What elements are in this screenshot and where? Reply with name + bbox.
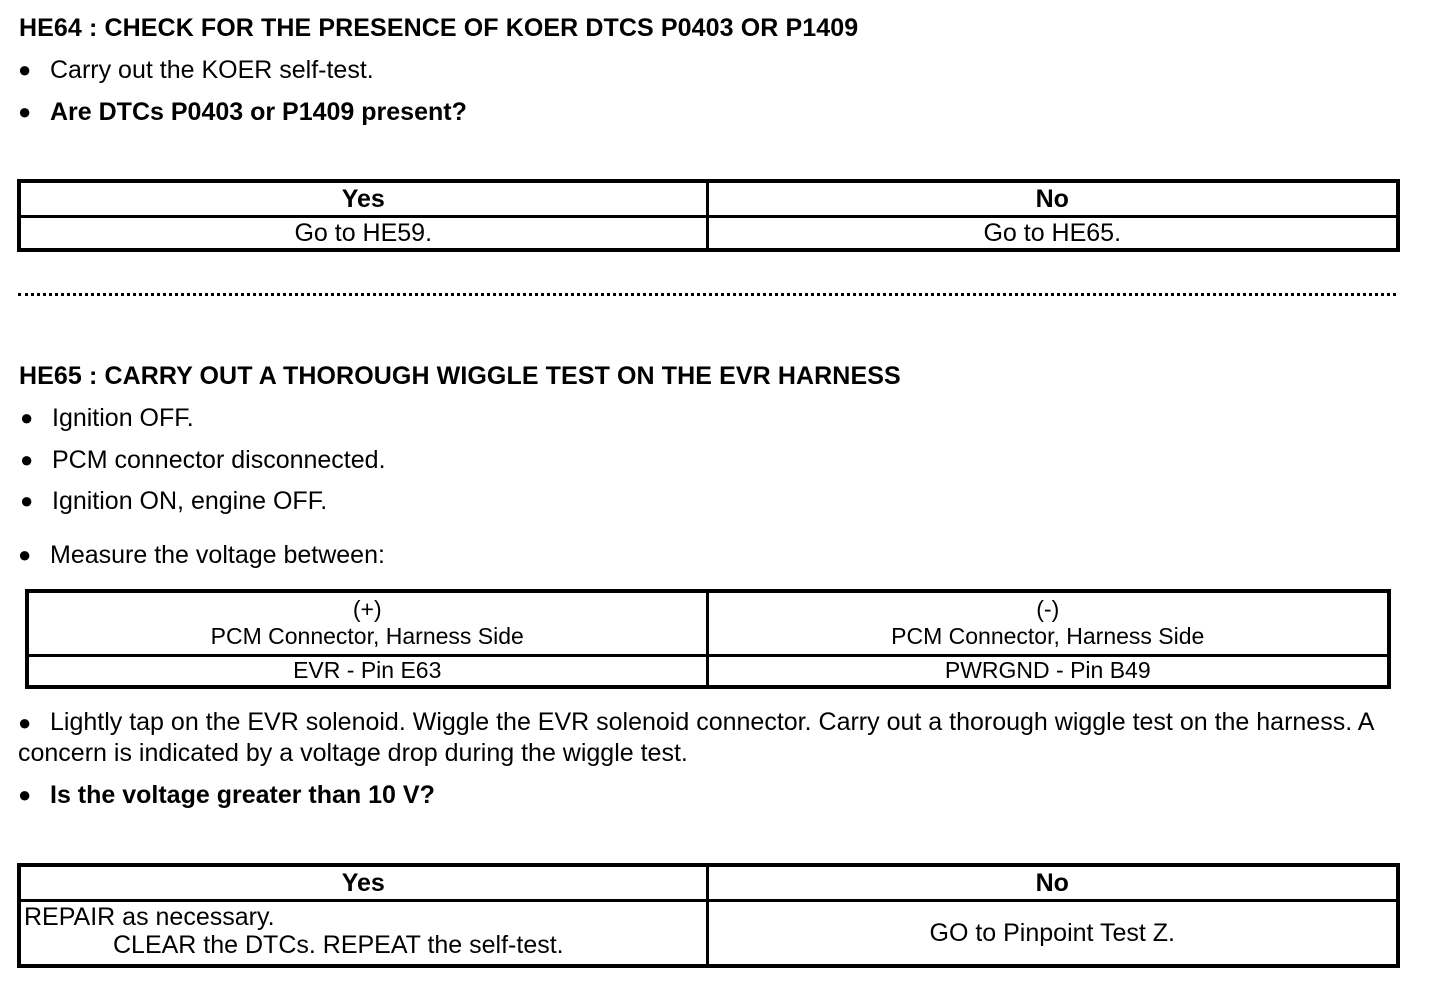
bullet-icon: ● xyxy=(18,99,32,124)
no-header: No xyxy=(707,865,1398,900)
positive-pin: EVR - Pin E63 xyxy=(27,655,707,687)
he65-step-measure: Measure the voltage between: xyxy=(50,541,385,569)
bullet-icon: ● xyxy=(20,447,34,472)
negative-polarity: (-) xyxy=(1036,596,1060,623)
bullet-icon: ● xyxy=(18,782,32,807)
measurement-table xyxy=(25,589,1391,689)
list-item xyxy=(18,540,918,570)
no-action: GO to Pinpoint Test Z. xyxy=(707,900,1398,966)
he65-step-pcm-disconnect: PCM connector disconnected. xyxy=(52,446,386,474)
negative-header xyxy=(707,591,1389,655)
positive-polarity: (+) xyxy=(352,596,382,623)
wiggle-instruction xyxy=(18,707,1413,769)
section-divider xyxy=(18,293,1396,296)
list-item xyxy=(20,445,920,475)
list-item xyxy=(20,403,920,433)
bullet-icon: ● xyxy=(18,542,32,567)
he65-heading: HE65 : CARRY OUT A THOROUGH WIGGLE TEST ON THE EVR HARNESS xyxy=(19,362,901,390)
list-item xyxy=(18,97,918,127)
yes-header: Yes xyxy=(19,181,707,216)
yes-action xyxy=(19,900,707,966)
he64-heading: HE64 : CHECK FOR THE PRESENCE OF KOER DTCS P0403 OR P1409 xyxy=(19,14,859,42)
list-item xyxy=(18,55,918,85)
he65-question: Is the voltage greater than 10 V? xyxy=(50,781,435,809)
he65-step-ignition-on: Ignition ON, engine OFF. xyxy=(52,487,328,515)
positive-header xyxy=(27,591,707,655)
positive-connector: PCM Connector, Harness Side xyxy=(210,623,524,650)
he64-decision-table xyxy=(17,179,1400,252)
yes-action: Go to HE59. xyxy=(19,216,707,250)
he65-decision-table xyxy=(17,863,1400,968)
wiggle-text: Lightly tap on the EVR solenoid. Wiggle the EVR solenoid connector. Carry out a thorough wiggle test on the harness. A concern is indicated by a voltage drop during the wiggle test. xyxy=(18,708,1374,767)
negative-connector: PCM Connector, Harness Side xyxy=(891,623,1205,650)
list-item xyxy=(18,780,918,810)
yes-action-line2: CLEAR the DTCs. REPEAT the self-test. xyxy=(113,930,564,959)
he64-question: Are DTCs P0403 or P1409 present? xyxy=(50,98,467,126)
bullet-icon: ● xyxy=(20,488,34,513)
no-action: Go to HE65. xyxy=(707,216,1398,250)
he64-step-selftest: Carry out the KOER self-test. xyxy=(50,56,374,84)
he65-step-ignition-off: Ignition OFF. xyxy=(52,404,194,432)
no-header: No xyxy=(707,181,1398,216)
bullet-icon: ● xyxy=(20,405,34,430)
bullet-icon: ● xyxy=(18,710,32,735)
list-item xyxy=(20,486,920,516)
yes-action-line1: REPAIR as necessary. xyxy=(24,902,275,931)
yes-header: Yes xyxy=(19,865,707,900)
bullet-icon: ● xyxy=(18,57,32,82)
negative-pin: PWRGND - Pin B49 xyxy=(707,655,1389,687)
